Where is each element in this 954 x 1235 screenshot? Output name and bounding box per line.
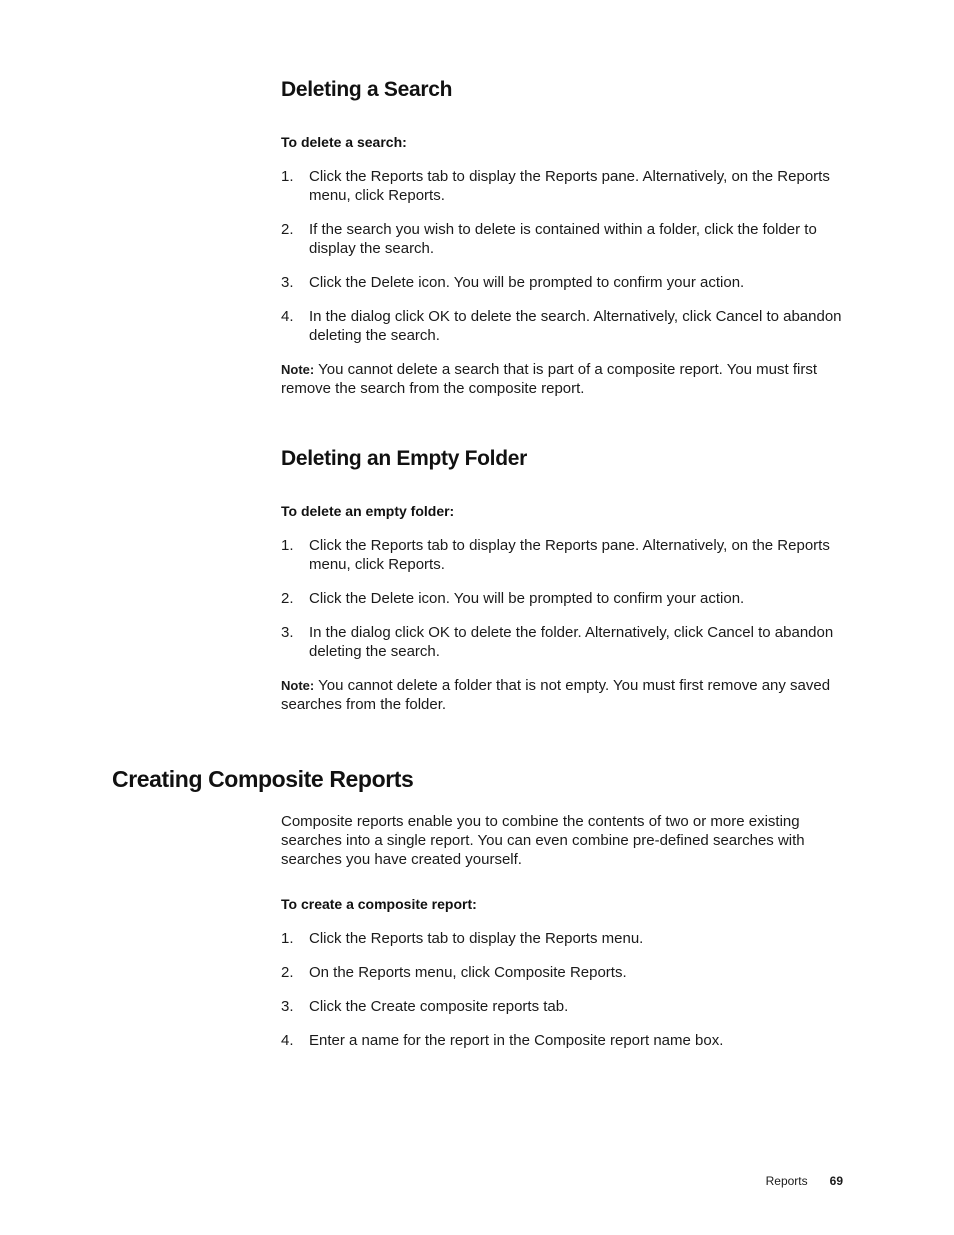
step-number: 3. [281,274,294,291]
step-number: 1. [281,537,294,554]
list-item [281,307,843,345]
chapter-heading-creating-composite-reports: Creating Composite Reports [112,766,414,792]
list-item [281,220,843,258]
section-heading-deleting-empty-folder: Deleting an Empty Folder [281,447,527,470]
step-number: 2. [281,964,294,981]
step-text: Click the Delete icon. You will be prompted to confirm your action. [309,274,745,291]
footer-section-name: Reports [765,1174,808,1188]
step-number: 2. [281,590,294,607]
step-number: 2. [281,221,294,238]
list-item [281,623,843,661]
list-item [281,963,843,982]
intro-paragraph: Composite reports enable you to combine the contents of two or more existing searches into a single report. You can even combine pre-defined searches with searches you have created yourself. [281,813,805,868]
note-label: Note: [281,362,315,377]
section-heading-deleting-search: Deleting a Search [281,78,453,101]
step-text: On the Reports menu, click Composite Reports. [309,964,627,981]
list-item [281,929,843,948]
step-text: Click the Create composite reports tab. [309,998,569,1015]
list-item [281,167,843,205]
step-list [281,536,843,676]
step-list [281,929,843,1065]
procedure-title: To delete an empty folder: [281,503,455,519]
step-number: 4. [281,1032,294,1049]
note-label: Note: [281,678,315,693]
list-item [281,589,843,608]
note-text: You cannot delete a search that is part of a composite report. You must first remove the search from the composite report. [281,361,818,397]
step-text: Click the Reports tab to display the Reports menu. [309,930,644,947]
step-list [281,167,843,360]
procedure-title: To delete a search: [281,134,407,150]
note [281,676,843,714]
list-item [281,536,843,574]
step-text: Click the Reports tab to display the Reports pane. Alternatively, on the Reports menu, click Reports. [309,168,830,204]
step-text: Enter a name for the report in the Composite report name box. [309,1032,724,1049]
step-number: 1. [281,930,294,947]
list-item [281,997,843,1016]
note [281,360,843,398]
page-number: 69 [829,1174,843,1188]
procedure-title: To create a composite report: [281,896,477,912]
step-number: 4. [281,308,294,325]
step-text: In the dialog click OK to delete the search. Alternatively, click Cancel to abandon deleting the search. [309,308,842,344]
list-item [281,1031,843,1050]
step-number: 1. [281,168,294,185]
step-text: In the dialog click OK to delete the folder. Alternatively, click Cancel to abandon deleting the search. [309,624,834,660]
list-item [281,273,843,292]
step-text: Click the Delete icon. You will be prompted to confirm your action. [309,590,745,607]
step-text: Click the Reports tab to display the Reports pane. Alternatively, on the Reports menu, click Reports. [309,537,830,573]
note-text: You cannot delete a folder that is not empty. You must first remove any saved searches from the folder. [281,677,831,713]
step-number: 3. [281,624,294,641]
page-footer [0,1174,843,1188]
step-number: 3. [281,998,294,1015]
step-text: If the search you wish to delete is contained within a folder, click the folder to display the search. [309,221,817,257]
